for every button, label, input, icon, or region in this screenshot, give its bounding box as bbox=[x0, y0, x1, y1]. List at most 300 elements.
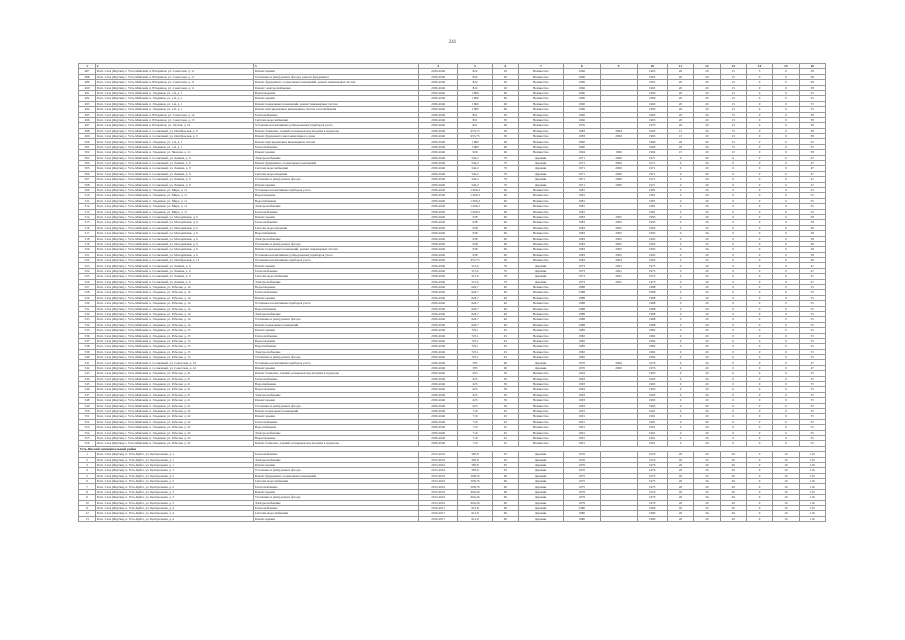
cell-col-9: 2005 bbox=[600, 241, 637, 246]
cell-col-7: Неизвестно bbox=[519, 187, 564, 192]
cell-col-16: 16 bbox=[799, 64, 825, 69]
cell-col-13: 0 bbox=[720, 371, 746, 376]
cell-col-2: Респ. Саха (Якутия), г. Усть-Майский, п. Солнечный, ул. Молодёжная, д. 6 bbox=[96, 225, 254, 230]
cell-col-2: Респ. Саха (Якутия), г. Усть-Майский, п. Эльдикан, ул. Рабочая, д. 14 bbox=[96, 295, 254, 300]
cell-col-4: 2036-2040 bbox=[418, 306, 458, 311]
cell-col-2: Респ. Саха (Якутия), г. Усть-Майский, п. Эльдикан, ул. 1-й, д. 1 bbox=[96, 101, 254, 106]
cell-col-2: Респ. Саха (Якутия), п. Усть-Куйга, ул. Центральная, д. 2 bbox=[96, 484, 254, 489]
cell-col-14: 0 bbox=[746, 435, 772, 440]
cell-col-3: Ремонт подвальных помещений bbox=[254, 322, 419, 327]
cell-col-16: 47 bbox=[799, 166, 825, 171]
cell-col-14: 0 bbox=[746, 441, 772, 446]
cell-col-7: Неизвестно bbox=[519, 220, 564, 225]
cell-col-1: 546 bbox=[79, 387, 96, 392]
cell-col-9: 2005 bbox=[600, 231, 637, 236]
cell-col-14: 0 bbox=[746, 457, 772, 462]
cell-col-5: 725,1 bbox=[458, 349, 492, 354]
cell-col-4: 2036-2040 bbox=[418, 69, 458, 74]
cell-col-15: 0 bbox=[773, 403, 799, 408]
cell-col-10: 1993 bbox=[637, 247, 667, 252]
cell-col-13: 0 bbox=[720, 166, 746, 171]
cell-col-13: 15 bbox=[720, 128, 746, 133]
cell-col-2: Респ. Саха (Якутия), г. Усть-Майский, п. Эльдикан, ул. Мира, д. 11 bbox=[96, 193, 254, 198]
cell-col-15: 0 bbox=[773, 193, 799, 198]
cell-col-15: 0 bbox=[773, 69, 799, 74]
cell-col-16: 116 bbox=[799, 457, 825, 462]
cell-col-10: 1975 bbox=[637, 484, 667, 489]
cell-col-12: 20 bbox=[694, 425, 720, 430]
cell-col-9: 2005 bbox=[600, 220, 637, 225]
cell-col-4: 2036-2040 bbox=[418, 214, 458, 219]
cell-col-11: 15 bbox=[667, 150, 693, 155]
cell-col-14: 0 bbox=[746, 204, 772, 209]
cell-col-3: Водоотведение bbox=[254, 435, 419, 440]
cell-col-14: 0 bbox=[746, 279, 772, 284]
cell-col-15: 0 bbox=[773, 392, 799, 397]
cell-col-1: 490 bbox=[79, 85, 96, 90]
cell-col-13: 0 bbox=[720, 425, 746, 430]
cell-col-5: 710 bbox=[458, 414, 492, 419]
cell-col-10: 1991 bbox=[637, 435, 667, 440]
cell-col-2: Респ. Саха (Якутия), г. Усть-Майский, п. Эльдикан, ул. Рабочая, д. 21 bbox=[96, 392, 254, 397]
cell-col-10: 1973 bbox=[637, 274, 667, 279]
cell-col-5: 1 860 bbox=[458, 90, 492, 95]
cell-col-16: 55 bbox=[799, 322, 825, 327]
cell-col-11: 20 bbox=[667, 85, 693, 90]
cell-col-7: Деревян. bbox=[519, 171, 564, 176]
cell-col-8: 1980 bbox=[563, 506, 600, 511]
cell-col-5: 625 bbox=[458, 376, 492, 381]
cell-col-9: 2005 bbox=[600, 225, 637, 230]
cell-col-15: 10 bbox=[773, 468, 799, 473]
cell-col-5: 822 bbox=[458, 74, 492, 79]
cell-col-14: 0 bbox=[746, 161, 772, 166]
cell-col-4: 2036-2040 bbox=[418, 161, 458, 166]
cell-col-3: Ремонт фундамента, подвальных помещений bbox=[254, 161, 419, 166]
cell-col-8: 1990 bbox=[563, 101, 600, 106]
cell-col-3: Водоотведение bbox=[254, 285, 419, 290]
cell-col-7: Деревян. bbox=[519, 166, 564, 171]
cell-col-5: 710 bbox=[458, 430, 492, 435]
cell-col-2: Респ. Саха (Якутия), г. Усть-Майский, п. Солнечный, ул. Ленина, д. 9 bbox=[96, 177, 254, 182]
cell-col-12: 20 bbox=[694, 452, 720, 457]
cell-col-13: 15 bbox=[720, 74, 746, 79]
cell-col-2: Респ. Саха (Якутия), г. Усть-Майский, п. Эльдикан, ул. Рабочая, д. 14 bbox=[96, 285, 254, 290]
cell-col-10: 1991 bbox=[637, 425, 667, 430]
cell-col-5: 612,8 bbox=[458, 511, 492, 516]
cell-col-14: 0 bbox=[746, 258, 772, 263]
cell-col-4: 2036-2040 bbox=[418, 209, 458, 214]
cell-col-5: 1 860 bbox=[458, 144, 492, 149]
cell-col-16: 55 bbox=[799, 419, 825, 424]
cell-col-4: 2036-2040 bbox=[418, 409, 458, 414]
cell-col-11: 0 bbox=[667, 365, 693, 370]
cell-col-8: 1981 bbox=[563, 209, 600, 214]
cell-col-4: 2036-2040 bbox=[418, 344, 458, 349]
cell-col-8: 1993 bbox=[563, 371, 600, 376]
cell-col-2: Респ. Саха (Якутия), г. Усть-Майский, п. Эльдикан, ул. Рабочая, д. 21 bbox=[96, 387, 254, 392]
cell-col-4: 2036-2040 bbox=[418, 333, 458, 338]
cell-col-15: 0 bbox=[773, 274, 799, 279]
cell-col-14: 0 bbox=[746, 236, 772, 241]
cell-col-6: 60 bbox=[492, 225, 518, 230]
cell-col-5: 1 606,3 bbox=[458, 204, 492, 209]
cell-col-16: 55 bbox=[799, 333, 825, 338]
cell-col-11: 0 bbox=[667, 214, 693, 219]
cell-col-12: 20 bbox=[694, 90, 720, 95]
cell-col-10: 1988 bbox=[637, 306, 667, 311]
cell-col-4: 2036-2040 bbox=[418, 182, 458, 187]
cell-col-8: 1966 bbox=[563, 80, 600, 85]
cell-col-11: 20 bbox=[667, 452, 693, 457]
cell-col-5: 725,1 bbox=[458, 333, 492, 338]
cell-col-8: 1966 bbox=[563, 69, 600, 74]
cell-col-4: 2036-2040 bbox=[418, 382, 458, 387]
cell-col-6: 50 bbox=[492, 398, 518, 403]
cell-col-5: 542,2 bbox=[458, 171, 492, 176]
cell-col-1: 526 bbox=[79, 279, 96, 284]
cell-col-6: 45 bbox=[492, 349, 518, 354]
cell-col-14: 0 bbox=[746, 382, 772, 387]
cell-col-2: Респ. Саха (Якутия), г. Усть-Майский, п. Югорёнок, ул. Лесная, д. 16 bbox=[96, 123, 254, 128]
cell-col-15: 0 bbox=[773, 258, 799, 263]
cell-col-6: 60 bbox=[492, 139, 518, 144]
cell-col-4: 2015-2016 bbox=[418, 484, 458, 489]
cell-col-15: 0 bbox=[773, 301, 799, 306]
cell-col-1: 503 bbox=[79, 155, 96, 160]
cell-col-7: Неизвестно bbox=[519, 382, 564, 387]
cell-col-13: 0 bbox=[720, 382, 746, 387]
cell-col-15: 0 bbox=[773, 263, 799, 268]
cell-col-8: 1979 bbox=[563, 500, 600, 505]
cell-col-16: 55 bbox=[799, 425, 825, 430]
cell-col-1: 527 bbox=[79, 285, 96, 290]
cell-col-10: 1990 bbox=[637, 144, 667, 149]
cell-col-9: 2001 bbox=[600, 263, 637, 268]
cell-col-8: 1983 bbox=[563, 247, 600, 252]
cell-col-3: Ремонт крыши bbox=[254, 398, 419, 403]
cell-col-7: Деревян. bbox=[519, 365, 564, 370]
cell-col-5: 1 860 bbox=[458, 139, 492, 144]
cell-col-3: Утепление и (или) ремонт фасада bbox=[254, 241, 419, 246]
cell-col-16: 58 bbox=[799, 123, 825, 128]
cell-col-7: Неизвестно bbox=[519, 96, 564, 101]
cell-col-5: 542,2 bbox=[458, 177, 492, 182]
cell-col-8: 1979 bbox=[563, 489, 600, 494]
cell-col-4: 2036-2040 bbox=[418, 290, 458, 295]
cell-col-6: 20 bbox=[492, 85, 518, 90]
cell-col-8: 1991 bbox=[563, 425, 600, 430]
cell-col-15: 10 bbox=[773, 489, 799, 494]
cell-col-1: 536 bbox=[79, 333, 96, 338]
cell-col-15: 0 bbox=[773, 90, 799, 95]
cell-col-11: 0 bbox=[667, 430, 693, 435]
cell-col-8: 1988 bbox=[563, 322, 600, 327]
cell-col-15: 0 bbox=[773, 355, 799, 360]
cell-col-10: 1988 bbox=[637, 295, 667, 300]
cell-col-6: 45 bbox=[492, 344, 518, 349]
cell-col-4: 2036-2040 bbox=[418, 123, 458, 128]
cell-col-7: Неизвестно bbox=[519, 150, 564, 155]
cell-col-7: Деревян. bbox=[519, 155, 564, 160]
cell-col-15: 0 bbox=[773, 177, 799, 182]
cell-col-12: 12 bbox=[694, 64, 720, 69]
cell-col-14: 0 bbox=[746, 387, 772, 392]
cell-col-3: Ремонт балконов, лоджий, козырьков над входами в подъезды bbox=[254, 441, 419, 446]
cell-col-2: Респ. Саха (Якутия), г. Усть-Майский, п. Солнечный, ул. Молодёжная, д. 6 bbox=[96, 214, 254, 219]
cell-col-12: 20 bbox=[694, 112, 720, 117]
cell-col-7: Неизвестно bbox=[519, 193, 564, 198]
cell-col-11: 0 bbox=[667, 441, 693, 446]
cell-col-14: 0 bbox=[746, 409, 772, 414]
cell-col-7: Неизвестно bbox=[519, 441, 564, 446]
cell-col-12: 20 bbox=[694, 182, 720, 187]
cell-col-13: 0 bbox=[720, 274, 746, 279]
cell-col-6: 40 bbox=[492, 285, 518, 290]
cell-col-11: 0 bbox=[667, 295, 693, 300]
cell-col-13: 0 bbox=[720, 419, 746, 424]
cell-col-12: 20 bbox=[694, 435, 720, 440]
cell-col-5: 725,1 bbox=[458, 338, 492, 343]
cell-col-15: 10 bbox=[773, 452, 799, 457]
cell-col-12: 20 bbox=[694, 349, 720, 354]
cell-col-7: Деревян. bbox=[519, 489, 564, 494]
cell-col-3: Теплоснабжение bbox=[254, 452, 419, 457]
cell-col-8: 1966 bbox=[563, 117, 600, 122]
cell-col-4: 2036-2040 bbox=[418, 268, 458, 273]
cell-col-3: Водоснабжение bbox=[254, 306, 419, 311]
cell-col-6: 70 bbox=[492, 263, 518, 268]
cell-col-10: 1990 bbox=[637, 101, 667, 106]
cell-col-16: 116 bbox=[799, 495, 825, 500]
cell-col-13: 20 bbox=[720, 479, 746, 484]
cell-col-8: 1993 bbox=[563, 403, 600, 408]
cell-col-10: 1991 bbox=[637, 441, 667, 446]
cell-col-10: 1973 bbox=[637, 279, 667, 284]
cell-col-10: 1965 bbox=[637, 117, 667, 122]
cell-col-4: 2036-2040 bbox=[418, 392, 458, 397]
cell-col-10: 1975 bbox=[637, 473, 667, 478]
cell-col-3: Ремонт подвальных помещений bbox=[254, 409, 419, 414]
cell-col-2: Респ. Саха (Якутия), г. Усть-Майский, п. Солнечный, ул. Ленина, д. 9 bbox=[96, 161, 254, 166]
cell-col-2: Респ. Саха (Якутия), г. Усть-Майский, п. Эльдикан, ул. Рабочая, д. 15 bbox=[96, 333, 254, 338]
cell-col-5: 938 bbox=[458, 225, 492, 230]
cell-col-10: 1979 bbox=[637, 495, 667, 500]
cell-col-5: 938 bbox=[458, 214, 492, 219]
cell-col-3: Электроснабжение bbox=[254, 457, 419, 462]
cell-col-12: 20 bbox=[694, 177, 720, 182]
cell-col-6: 60 bbox=[492, 193, 518, 198]
cell-col-1: 504 bbox=[79, 161, 96, 166]
cell-col-4: 2036-2040 bbox=[418, 328, 458, 333]
cell-col-3: Система водоснабжения bbox=[254, 511, 419, 516]
cell-col-15: 0 bbox=[773, 247, 799, 252]
cell-col-7: Деревян. bbox=[519, 263, 564, 268]
cell-col-15: 0 bbox=[773, 322, 799, 327]
cell-col-16: 55 bbox=[799, 187, 825, 192]
cell-col-13: 0 bbox=[720, 403, 746, 408]
cell-col-8: 1973 bbox=[563, 279, 600, 284]
cell-col-1: 4 bbox=[79, 468, 96, 473]
cell-col-10: 1981 bbox=[637, 198, 667, 203]
cell-col-5: 542,2 bbox=[458, 155, 492, 160]
cell-col-8: 1982 bbox=[563, 355, 600, 360]
cell-col-3: Ремонт крыши bbox=[254, 365, 419, 370]
cell-col-16: 58 bbox=[799, 252, 825, 257]
cell-col-5: 725,1 bbox=[458, 355, 492, 360]
cell-col-10: 1979 bbox=[637, 489, 667, 494]
cell-col-16: 58 bbox=[799, 74, 825, 79]
cell-col-2: Респ. Саха (Якутия), г. Усть-Майский, п. Эльдикан, ул. Рабочая, д. 14 bbox=[96, 322, 254, 327]
table-row bbox=[79, 516, 826, 521]
cell-col-5: 710 bbox=[458, 425, 492, 430]
cell-col-7: Неизвестно bbox=[519, 376, 564, 381]
cell-col-14: 0 bbox=[746, 495, 772, 500]
cell-col-12: 20 bbox=[694, 209, 720, 214]
cell-col-7: Неизвестно bbox=[519, 247, 564, 252]
cell-col-13: 20 bbox=[720, 500, 746, 505]
cell-col-3: Ремонт электроснабжения bbox=[254, 85, 419, 90]
cell-col-13: 0 bbox=[720, 214, 746, 219]
cell-col-3: Ремонт крыши bbox=[254, 96, 419, 101]
cell-col-2: Респ. Саха (Якутия), п. Усть-Куйга, ул. Центральная, д. 1 bbox=[96, 457, 254, 462]
cell-col-10: 1971 bbox=[637, 161, 667, 166]
cell-col-4: 2015-2016 bbox=[418, 495, 458, 500]
cell-col-15: 0 bbox=[773, 241, 799, 246]
cell-col-1: 492 bbox=[79, 96, 96, 101]
cell-col-12: 20 bbox=[694, 311, 720, 316]
cell-col-6: 60 bbox=[492, 484, 518, 489]
cell-col-8: 1971 bbox=[563, 155, 600, 160]
cell-col-4: 2036-2040 bbox=[418, 441, 458, 446]
cell-col-1: 516 bbox=[79, 225, 96, 230]
cell-col-1: 549 bbox=[79, 403, 96, 408]
cell-col-11: 0 bbox=[667, 392, 693, 397]
cell-col-11: 20 bbox=[667, 489, 693, 494]
cell-col-5: 585 bbox=[458, 365, 492, 370]
cell-col-10: 10 bbox=[637, 64, 667, 69]
cell-col-14: 0 bbox=[746, 425, 772, 430]
cell-col-11: 0 bbox=[667, 333, 693, 338]
cell-col-10: 1971 bbox=[637, 155, 667, 160]
cell-col-16: 58 bbox=[799, 150, 825, 155]
cell-col-15: 0 bbox=[773, 231, 799, 236]
cell-col-7: Неизвестно bbox=[519, 139, 564, 144]
cell-col-3: Теплоснабжение bbox=[254, 144, 419, 149]
cell-col-8: 1973 bbox=[563, 263, 600, 268]
cell-col-15: 0 bbox=[773, 198, 799, 203]
cell-col-9: 2001 bbox=[600, 279, 637, 284]
cell-col-13: 0 bbox=[720, 349, 746, 354]
cell-col-13: 0 bbox=[720, 285, 746, 290]
cell-col-10: 1975 bbox=[637, 479, 667, 484]
cell-col-2: Респ. Саха (Якутия), п. Усть-Куйга, ул. Центральная, д. 3 bbox=[96, 489, 254, 494]
cell-col-1: 540 bbox=[79, 355, 96, 360]
cell-col-12: 20 bbox=[694, 85, 720, 90]
cell-col-8: 1966 bbox=[563, 85, 600, 90]
cell-col-11: 0 bbox=[667, 263, 693, 268]
cell-col-5: 1 606,3 bbox=[458, 198, 492, 203]
cell-col-16: 58 bbox=[799, 80, 825, 85]
cell-col-14: 0 bbox=[746, 177, 772, 182]
cell-col-1: 506 bbox=[79, 171, 96, 176]
cell-col-8: 1966 bbox=[563, 112, 600, 117]
cell-col-15: 10 bbox=[773, 484, 799, 489]
cell-col-15: 0 bbox=[773, 220, 799, 225]
cell-col-12: 20 bbox=[694, 268, 720, 273]
cell-col-2: Респ. Саха (Якутия), г. Усть-Майский, п. Югорёнок, ул. Советская, д. 13 bbox=[96, 117, 254, 122]
cell-col-13: 20 bbox=[720, 452, 746, 457]
cell-col-11: 0 bbox=[667, 204, 693, 209]
cell-col-13: 15 bbox=[720, 96, 746, 101]
cell-col-12: 20 bbox=[694, 365, 720, 370]
cell-col-8: 1988 bbox=[563, 301, 600, 306]
cell-col-11: 0 bbox=[667, 241, 693, 246]
cell-col-7: Неизвестно bbox=[519, 344, 564, 349]
cell-col-8: 1991 bbox=[563, 430, 600, 435]
cell-col-10: 1988 bbox=[637, 311, 667, 316]
cell-col-14: 0 bbox=[746, 317, 772, 322]
cell-col-5: 612,8 bbox=[458, 516, 492, 521]
cell-col-13: 0 bbox=[720, 365, 746, 370]
cell-col-5: 1 860 bbox=[458, 96, 492, 101]
cell-col-14: 0 bbox=[746, 365, 772, 370]
cell-col-12: 20 bbox=[694, 204, 720, 209]
cell-col-6: 45 bbox=[492, 419, 518, 424]
cell-col-12: 20 bbox=[694, 274, 720, 279]
cell-col-15: 0 bbox=[773, 409, 799, 414]
cell-col-13: 0 bbox=[720, 187, 746, 192]
cell-col-2: Респ. Саха (Якутия), г. Усть-Майский, п. Солнечный, ул. Ленина, д. 6 bbox=[96, 263, 254, 268]
cell-col-13: 15 bbox=[720, 90, 746, 95]
cell-col-9: 2005 bbox=[600, 236, 637, 241]
cell-col-9: 2006 bbox=[600, 360, 637, 365]
cell-col-16: 55 bbox=[799, 101, 825, 106]
cell-col-4: 2036-2040 bbox=[418, 279, 458, 284]
cell-col-8: 1976 bbox=[563, 457, 600, 462]
cell-col-10: 1990 bbox=[637, 107, 667, 112]
cell-col-13: 20 bbox=[720, 489, 746, 494]
cell-col-7: Неизвестно bbox=[519, 134, 564, 139]
cell-col-14: 0 bbox=[746, 355, 772, 360]
cell-col-12: 20 bbox=[694, 333, 720, 338]
cell-col-16: 58 bbox=[799, 231, 825, 236]
cell-col-14: 0 bbox=[746, 403, 772, 408]
cell-col-3: Теплоснабжение bbox=[254, 419, 419, 424]
cell-col-16: 116 bbox=[799, 511, 825, 516]
cell-col-3: Электроснабжение bbox=[254, 236, 419, 241]
cell-col-3: Система водоснабжения bbox=[254, 274, 419, 279]
cell-col-9: 2004 bbox=[600, 258, 637, 263]
cell-col-4: 2036-2040 bbox=[418, 274, 458, 279]
cell-col-6: 60 bbox=[492, 511, 518, 516]
cell-col-10: 1981 bbox=[637, 187, 667, 192]
cell-col-1: 514 bbox=[79, 214, 96, 219]
cell-col-12: 20 bbox=[694, 468, 720, 473]
cell-col-2: Респ. Саха (Якутия), п. Усть-Куйга, ул. Центральная, д. 4 bbox=[96, 506, 254, 511]
cell-col-2: Респ. Саха (Якутия), г. Усть-Майский, п. Эльдикан, ул. Мира, д. 11 bbox=[96, 198, 254, 203]
cell-col-14: 0 bbox=[746, 134, 772, 139]
cell-col-14: 0 bbox=[746, 74, 772, 79]
cell-col-5: 625 bbox=[458, 392, 492, 397]
cell-col-1: 489 bbox=[79, 80, 96, 85]
cell-col-5: 725,1 bbox=[458, 344, 492, 349]
cell-col-6: 60 bbox=[492, 473, 518, 478]
cell-col-13: 0 bbox=[720, 161, 746, 166]
cell-col-11: 20 bbox=[667, 473, 693, 478]
cell-col-6: 65 bbox=[492, 468, 518, 473]
cell-col-8: 1988 bbox=[563, 311, 600, 316]
